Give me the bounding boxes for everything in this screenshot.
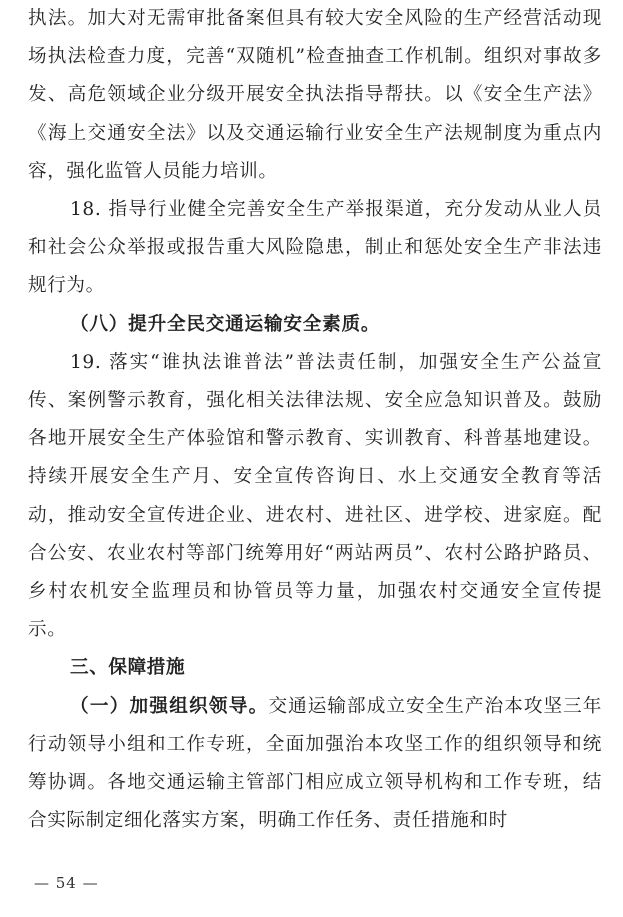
page-number-footer: — 54 — <box>34 874 99 892</box>
paragraph-item-18: 18. 指导行业健全完善安全生产举报渠道，充分发动从业人员和社会公众举报或报告重大风险隐患，制止和惩处安全生产非法违规行为。 <box>28 199 602 297</box>
paragraph-item-19: 19. 落实“谁执法谁普法”普法责任制，加强安全生产公益宣传、案例警示教育，强化相关法律法规、安全应急知识普及。鼓励各地开展安全生产体验馆和警示教育、实训教育、科普基地建设。持续开展安全生产月、安全宣传咨询日、水上交通安全教育等活动，推动安全宣传进企业、进农村、进社区、进学校、进家庭。配合公安、农业农村等部门统筹用好“两站两员”、农村公路护路员、乡村农机安全监理员和协管员等力量，加强农村交通安全宣传提示。 <box>28 351 602 641</box>
inline-heading-organization-leadership: （一）加强组织领导。 <box>70 695 269 717</box>
paragraph-continuation: 执法。加大对无需审批备案但具有较大安全风险的生产经营活动现场执法检查力度，完善“双随机”检查抽查工作机制。组织对事故多发、高危领域企业分级开展安全执法指导帮扶。以《安全生产法》《海上交通安全法》以及交通运输行业安全生产法规制度为重点内容，强化监管人员能力培训。 <box>28 8 602 182</box>
paragraph-organization-leadership-body: 交通运输部成立安全生产治本攻坚三年行动领导小组和工作专班，全面加强治本攻坚工作的组织领导和统筹协调。各地交通运输主管部门相应成立领导机构和工作专班，结合实际制定细化落实方案，明确工作任务、责任措施和时 <box>28 695 602 832</box>
chapter-heading-safeguards: 三、保障措施 <box>70 657 186 679</box>
paragraph-organization-leadership <box>28 688 602 841</box>
section-heading-8: （八）提升全民交通运输安全素质。 <box>70 313 381 335</box>
document-body <box>28 0 602 840</box>
